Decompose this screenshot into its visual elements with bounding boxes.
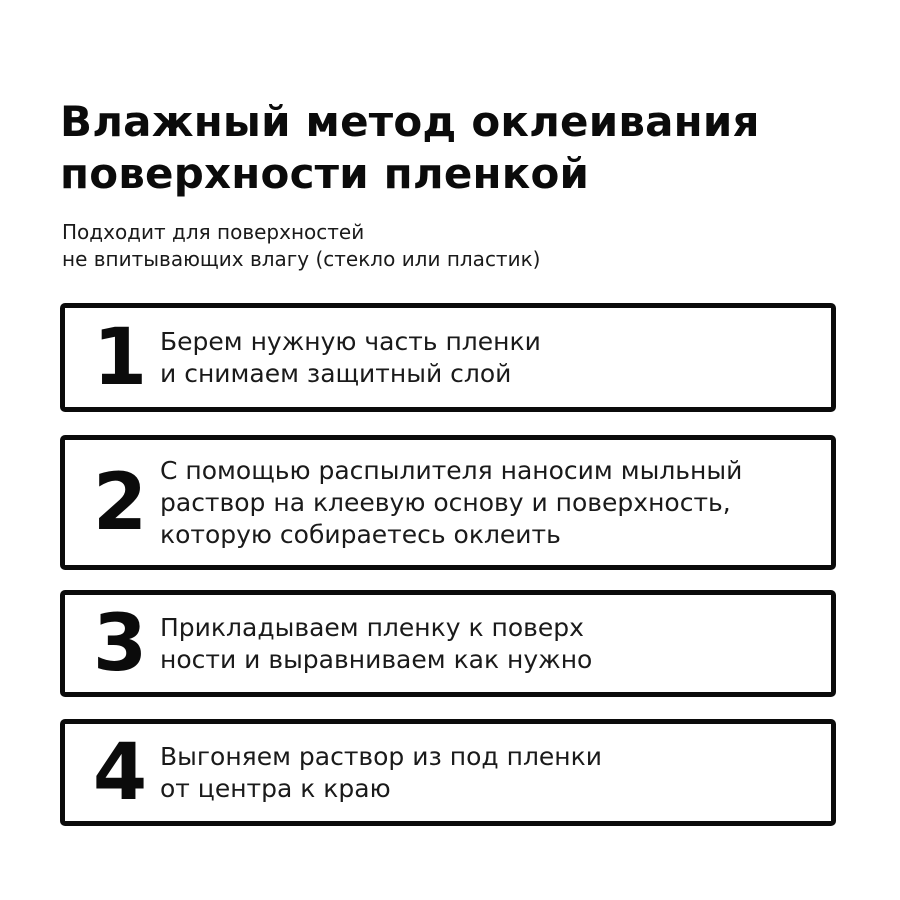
page-title	[60, 96, 860, 200]
title-line: Влажный метод оклеивания	[60, 97, 760, 146]
step-text-line: от центра к краю	[160, 773, 391, 803]
step-number: 3	[92, 598, 148, 689]
subtitle-line: Подходит для поверхностей	[62, 220, 365, 244]
step-text-line: Прикладываем пленку к поверх	[160, 612, 584, 642]
step-card-1	[60, 303, 836, 412]
step-text	[160, 440, 811, 565]
step-number: 2	[92, 457, 148, 548]
step-text-line: С помощью распылителя наносим мыльный	[160, 455, 743, 485]
subtitle-line: не впитывающих влагу (стекло или пластик)	[62, 247, 541, 271]
page-subtitle	[62, 219, 762, 273]
step-text-line: и снимаем защитный слой	[160, 358, 512, 388]
step-text-line: Берем нужную часть пленки	[160, 326, 541, 356]
step-card-2	[60, 435, 836, 570]
step-number: 4	[92, 727, 148, 818]
step-text	[160, 308, 811, 407]
step-number: 1	[92, 312, 148, 403]
step-text	[160, 724, 811, 821]
title-line: поверхности пленкой	[60, 149, 590, 198]
step-card-4	[60, 719, 836, 826]
step-text	[160, 595, 811, 692]
step-text-line: Выгоняем раствор из под пленки	[160, 741, 602, 771]
step-text-line: ности и выравниваем как нужно	[160, 644, 593, 674]
step-text-line: раствор на клеевую основу и поверхность,	[160, 487, 731, 517]
step-card-3	[60, 590, 836, 697]
step-text-line: которую собираетесь оклеить	[160, 519, 561, 549]
